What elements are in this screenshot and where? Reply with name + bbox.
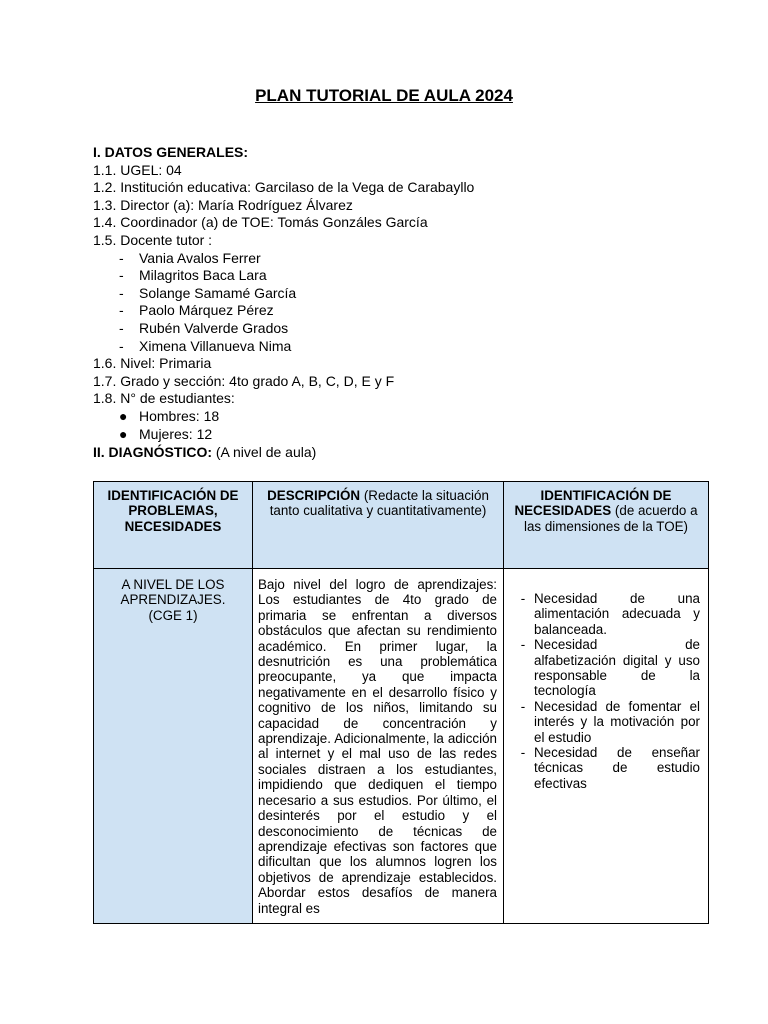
- docente-item: - Rubén Valverde Grados: [119, 319, 289, 336]
- docente-item: - Ximena Villanueva Nima: [119, 337, 292, 354]
- mujeres-item: ● Mujeres: 12: [119, 425, 213, 442]
- docente-item: - Paolo Márquez Pérez: [119, 302, 274, 319]
- header-descripcion: DESCRIPCIÓN (Redacte la situación tanto cualitativa y cuantitativamente): [253, 482, 504, 569]
- diagnostico-table: [93, 481, 709, 924]
- dash-bullet-icon: -: [119, 284, 124, 301]
- dash-bullet-icon: -: [119, 267, 124, 284]
- estudiantes-label: 1.8. N° de estudiantes:: [93, 390, 235, 407]
- row-needs-cell: [504, 569, 709, 924]
- institucion-line: 1.2. Institución educativa: Garcilaso de la Vega de Carabayllo: [93, 179, 475, 196]
- dash-bullet-icon: -: [520, 591, 526, 606]
- header-problemas: IDENTIFICACIÓN DE PROBLEMAS, NECESIDADES: [94, 482, 253, 569]
- round-bullet-icon: ●: [119, 407, 128, 424]
- dash-bullet-icon: -: [119, 302, 124, 319]
- dash-bullet-icon: -: [119, 319, 124, 336]
- table-row: [94, 569, 709, 924]
- list-item: - Necesidad de enseñar técnicas de estudio efectivas: [512, 745, 700, 791]
- needs-list: [512, 591, 700, 791]
- hombres-item: ● Hombres: 18: [119, 407, 220, 424]
- grado-line: 1.7. Grado y sección: 4to grado A, B, C, D, E y F: [93, 372, 395, 389]
- table-header-row: [94, 482, 709, 569]
- datos-generales-section: [93, 144, 693, 443]
- list-item: - Necesidad de fomentar el interés y la motivación por el estudio: [512, 699, 700, 745]
- row-level-cell: A NIVEL DE LOS APRENDIZAJES. (CGE 1): [94, 569, 253, 924]
- dash-bullet-icon: -: [119, 249, 124, 266]
- list-item: - Necesidad de una alimentación adecuada y balanceada.: [512, 591, 700, 637]
- dash-bullet-icon: -: [520, 698, 526, 714]
- docente-item: - Solange Samamé García: [119, 284, 297, 301]
- page-title: PLAN TUTORIAL DE AULA 2024: [255, 86, 513, 105]
- nivel-line: 1.6. Nivel: Primaria: [93, 355, 212, 372]
- docente-tutor-label: 1.5. Docente tutor :: [93, 231, 213, 248]
- round-bullet-icon: ●: [119, 425, 128, 442]
- row-description-cell: Bajo nivel del logro de aprendizajes: Los estudiantes de 4to grado de primaria se enfrentan a diversos obstáculos que afectan su rendimiento académico. En primer lugar, la desnutrición es una problemática preocupante, ya que impacta negativamente en el desarrollo físico y cognitivo de los niños, limitando su capacidad de concentración y aprendizaje. Adicionalmente, la adicción al internet y el mal uso de las redes sociales distraen a los estudiantes, impidiendo que dediquen el tiempo necesario a sus estudios. Por último, el desinterés por el estudio y el desconocimiento de técnicas de aprendizaje efectivas son factores que dificultan que los alumnos logren los objetivos de aprendizaje establecidos. Abordar estos desafíos de manera integral es: [253, 569, 504, 924]
- dash-bullet-icon: -: [520, 745, 526, 761]
- ugel-line: 1.1. UGEL: 04: [93, 161, 182, 178]
- docente-item: - Milagritos Baca Lara: [119, 267, 267, 284]
- director-line: 1.3. Director (a): María Rodríguez Álvarez: [93, 196, 353, 213]
- dash-bullet-icon: -: [119, 337, 124, 354]
- docente-item: - Vania Avalos Ferrer: [119, 249, 261, 266]
- coordinador-line: 1.4. Coordinador (a) de TOE: Tomás Gonzáles García: [93, 214, 428, 231]
- dash-bullet-icon: -: [520, 637, 526, 653]
- list-item: - Necesidad de alfabetización digital y uso responsable de la tecnología: [512, 637, 700, 699]
- section-heading-diagnostico: II. DIAGNÓSTICO: (A nivel de aula): [93, 444, 317, 460]
- header-necesidades: IDENTIFICACIÓN DE NECESIDADES (de acuerdo a las dimensiones de la TOE): [504, 482, 709, 569]
- section-heading-datos-generales: I. DATOS GENERALES:: [93, 144, 249, 160]
